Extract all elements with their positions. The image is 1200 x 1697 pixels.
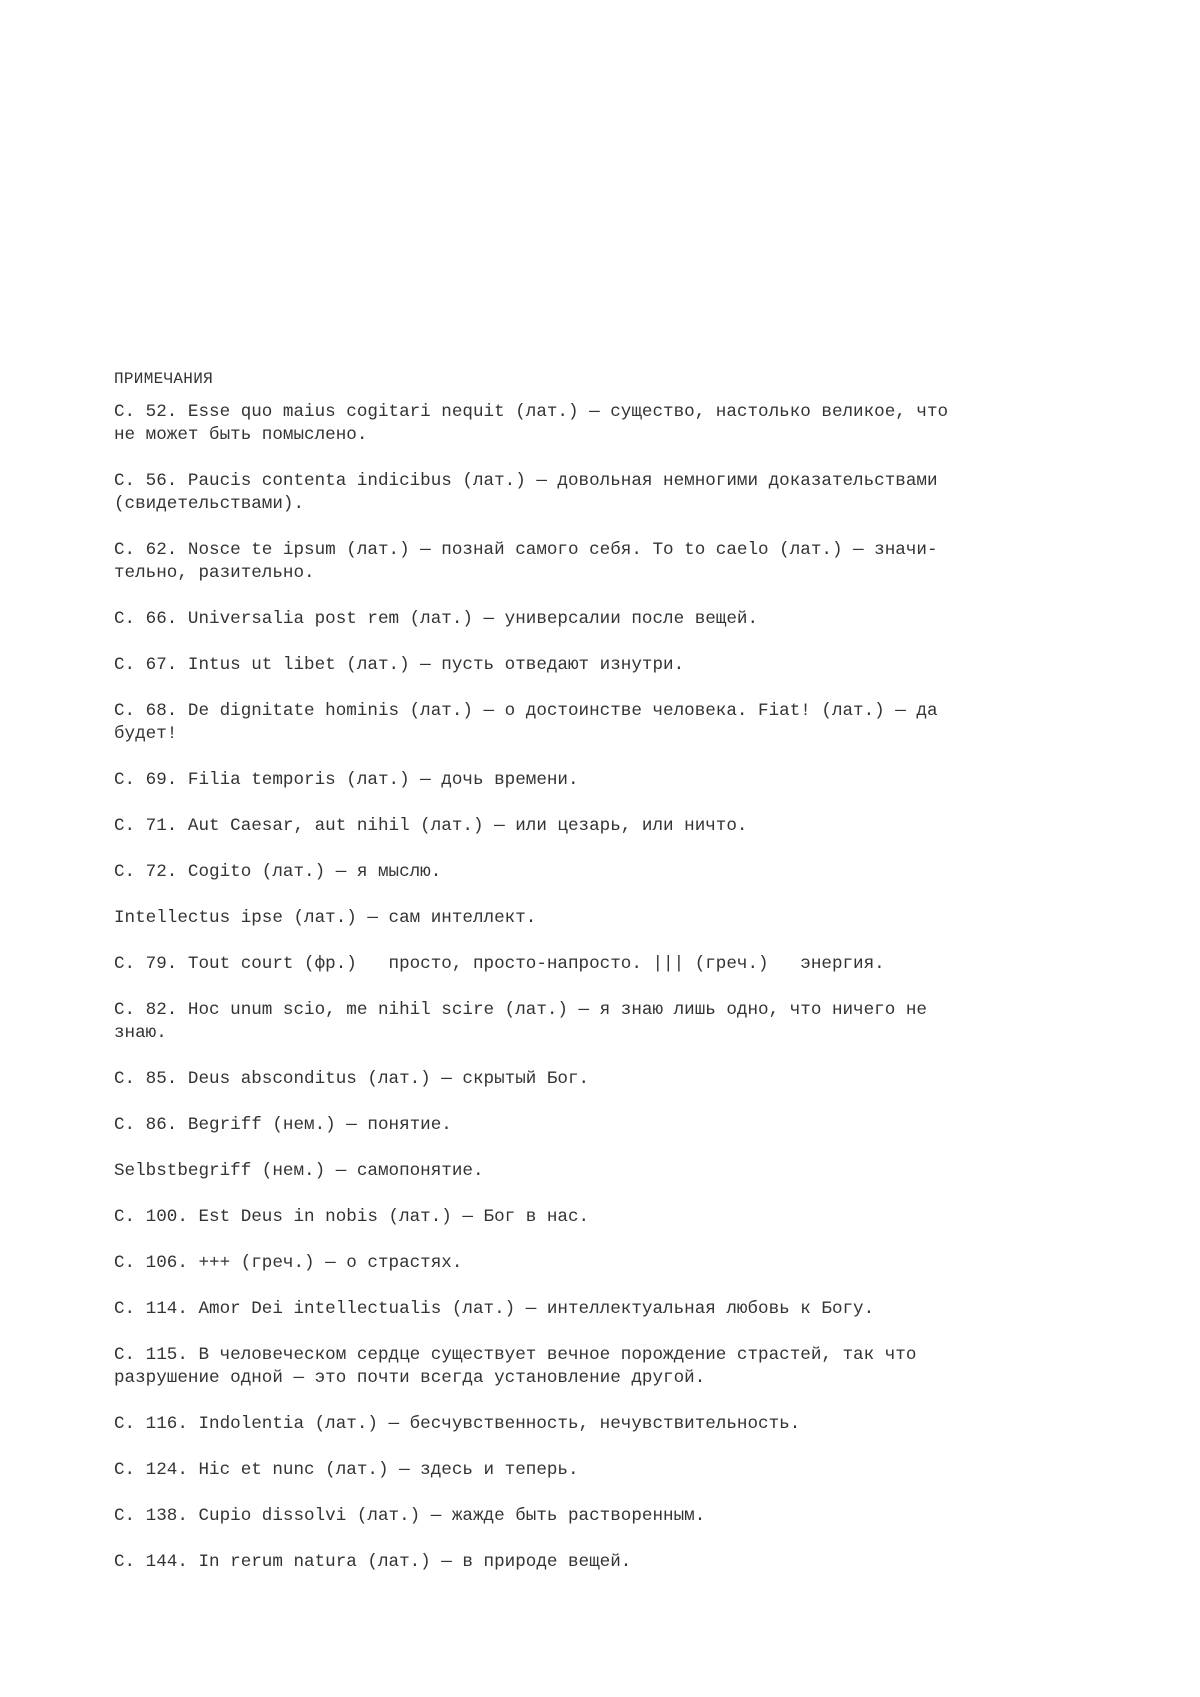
note-item: С. 114. Amor Dei intellectualis (лат.) — интеллектуальная любовь к Богу. [114, 1299, 875, 1319]
note-item: С. 66. Universalia post rem (лат.) — универсалии после вещей. [114, 609, 759, 629]
note-item: С. 124. Hic et nunc (лат.) — здесь и теперь. [114, 1460, 579, 1480]
note-item: С. 86. Begriff (нем.) — понятие. [114, 1115, 452, 1135]
note-item: С. 100. Est Deus in nobis (лат.) — Бог в нас. [114, 1207, 590, 1227]
note-item: С. 106. +++ (греч.) — о страстях. [114, 1253, 463, 1273]
note-item: С. 82. Hoc unum scio, me nihil scire (лат.) — я знаю лишь одно, что ничего не знаю. [114, 1000, 927, 1043]
note-item: С. 85. Deus absconditus (лат.) — скрытый Бог. [114, 1069, 590, 1089]
notes-heading: ПРИМЕЧАНИЯ [114, 370, 214, 388]
note-item: С. 56. Paucis contenta indicibus (лат.) — довольная немногими доказательствами (свидетельствами). [114, 471, 938, 514]
note-item: Selbstbegriff (нем.) — самопонятие. [114, 1161, 484, 1181]
note-item: С. 67. Intus ut libet (лат.) — пусть отведают изнутри. [114, 655, 685, 675]
note-item: С. 144. In rerum natura (лат.) — в природе вещей. [114, 1552, 632, 1572]
note-item: С. 115. В человеческом сердце существует вечное порождение страстей, так что разрушение одной — это почти всегда установление другой. [114, 1345, 917, 1388]
note-item: С. 138. Cupio dissolvi (лат.) — жажде быть растворенным. [114, 1506, 706, 1526]
note-item: С. 62. Nosce te ipsum (лат.) — познай самого себя. To to caelo (лат.) — значи- тельно, разительно. [114, 540, 938, 583]
note-item: С. 72. Cogito (лат.) — я мыслю. [114, 862, 442, 882]
note-item: С. 69. Filia temporis (лат.) — дочь времени. [114, 770, 579, 790]
note-item: С. 68. De dignitate hominis (лат.) — о достоинстве человека. Fiat! (лат.) — да будет! [114, 701, 938, 744]
note-item: С. 71. Aut Caesar, aut nihil (лат.) — или цезарь, или ничто. [114, 816, 748, 836]
note-item: С. 116. Indolentia (лат.) — бесчувственность, нечувствительность. [114, 1414, 801, 1434]
note-item: С. 79. Tout court (фр.) просто, просто-напросто. ||| (греч.) энергия. [114, 954, 885, 974]
note-item: С. 52. Esse quo maius cogitari nequit (лат.) — существо, настолько великое, что не может быть помыслено. [114, 402, 949, 445]
note-item: Intellectus ipse (лат.) — сам интеллект. [114, 908, 537, 928]
notes-page [114, 368, 1094, 1597]
